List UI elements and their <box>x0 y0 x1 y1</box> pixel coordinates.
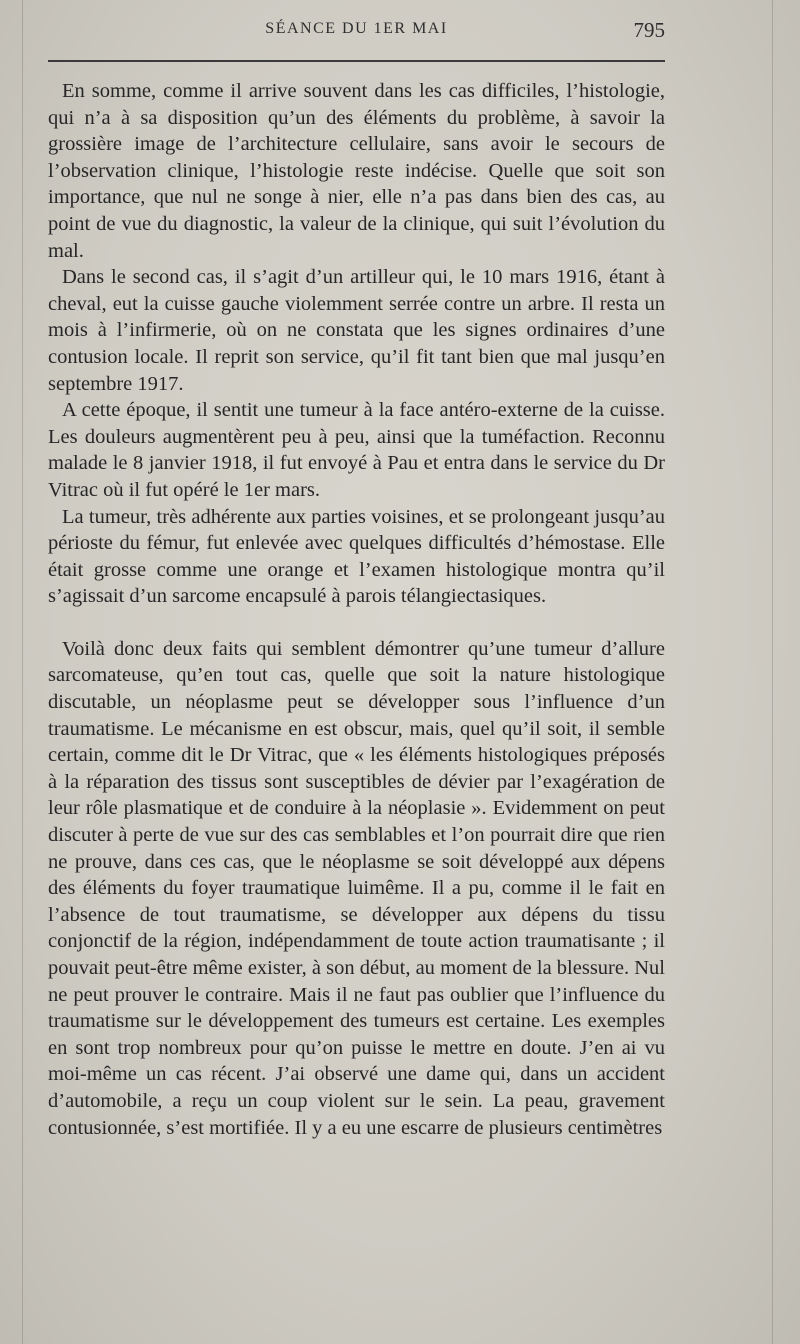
paragraph: La tumeur, très adhérente aux parties voisines, et se prolongeant jusqu’au périoste du fémur, fut enlevée avec quelques difficultés d’hémostase. Elle était grosse comme une orange et l’examen histologique montra qu’il s’agissait d’un sarcome encapsulé à parois télangiectasiques. <box>48 505 665 608</box>
page-number: 795 <box>633 18 665 42</box>
paragraph: Voilà donc deux faits qui semblent démontrer qu’une tumeur d’allure sarcomateuse, qu’en tout cas, quelle que soit la nature histologique discutable, un néoplasme peut se développer sous l’influence d’un traumatisme. Le mécanisme en est obscur, mais, quel qu’il soit, il semble certain, comme dit le Dr Vitrac, que « les éléments histologiques préposés à la réparation des tissus sont susceptibles de dévier par l’exagération de leur rôle plasmatique et de conduire à la néoplasie ». Evidemment on peut discuter à perte de vue sur des cas semblables et l’on pourrait dire que rien ne prouve, dans ces cas, que le néoplasme se soit développé aux dépens des éléments du foyer traumatique luimême. Il a pu, comme il le fait en l’absence de tout traumatisme, se développer aux dépens du tissu conjonctif de la région, indépendamment de toute action traumatisante ; il pouvait peut-être même exister, à son début, au moment de la blessure. Nul ne peut prouver le contraire. Mais il ne faut pas oublier que l’influence du traumatisme sur le développement des tumeurs est certaine. Les exemples en sont trop nombreux pour qu’on puisse le mettre en doute. J’en ai vu moi-même un cas récent. J’ai observé une dame qui, dans un accident d’automobile, a reçu un coup violent sur le sein. La peau, gravement contusionnée, s’est mortifiée. Il y a eu une escarre de plusieurs centimètres <box>48 637 665 1139</box>
paragraph: En somme, comme il arrive souvent dans les cas difficiles, l’histologie, qui n’a à sa disposition qu’un des éléments du problème, à savoir la grossière image de l’architecture cellulaire, sans avoir le secours de l’observation clinique, l’histologie reste indécise. Quelle que soit son importance, que nul ne songe à nier, elle n’a pas dans bien des cas, au point de vue du diagnostic, la valeur de la clinique, qui suit l’évolution du mal. <box>48 80 665 262</box>
paragraph: Dans le second cas, il s’agit d’un artilleur qui, le 10 mars 1916, étant à cheval, eut la cuisse gauche violemment serrée contre un arbre. Il resta un mois à l’infirmerie, où on ne constata que les signes ordinaires d’une contusion locale. Il reprit son service, qu’il fit tant bien que mal jusqu’en septembre 1917. <box>48 266 665 395</box>
header-rule <box>48 60 665 62</box>
paragraph: A cette époque, il sentit une tumeur à la face antéro-externe de la cuisse. Les douleurs augmentèrent peu à peu, ainsi que la tuméfaction. Reconnu malade le 8 janvier 1918, il fut envoyé à Pau et entra dans le service du Dr Vitrac où il fut opéré le 1er mars. <box>48 399 665 501</box>
paper-crease <box>22 0 23 1344</box>
body-text <box>48 78 665 1141</box>
header-title: SÉANCE DU 1ER MAI <box>265 20 448 37</box>
paper-crease <box>772 0 773 1344</box>
running-header <box>48 18 665 46</box>
